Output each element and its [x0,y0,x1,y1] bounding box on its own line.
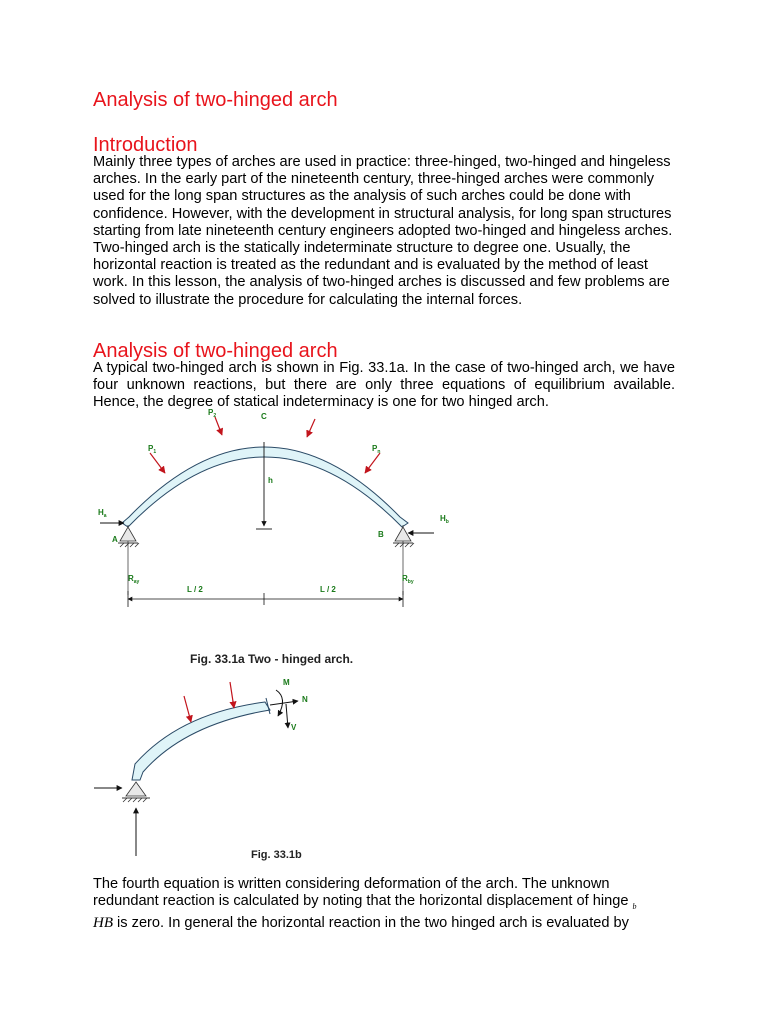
load-pn-arrow [365,453,380,473]
load-arrow-2 [230,682,234,708]
figure-1-caption: Fig. 33.1a Two - hinged arch. [190,652,354,666]
half-arch-body [132,702,270,780]
load-arrow-1 [184,696,191,722]
arch-body [122,447,408,527]
label-pn: $P_n$ [372,444,381,455]
label-b: B [378,530,384,539]
figure-two-hinged-arch [90,405,480,670]
label-m: M [283,678,290,687]
closing-line-2: redundant reaction is calculated by noting that the horizontal displacement of hinge $_b$ [93,893,637,912]
label-half-left: L / 2 [187,585,203,594]
label-n: N [302,695,308,704]
figure-free-body [90,668,480,868]
label-h: h [268,476,273,485]
label-ha: $H_a$ [98,508,107,519]
load-p2-arrow [215,417,222,435]
label-ra: $R_{ay}$ [128,574,140,585]
intro-heading: Introduction [93,134,198,156]
page-title: Analysis of two-hinged arch [93,89,338,111]
support-c [126,782,146,796]
normal-force-arrow [270,701,298,705]
closing-paragraph [93,876,675,933]
label-c: C [261,412,267,421]
label-p2: $P_2$ [208,408,217,419]
analysis-paragraph: A typical two-hinged arch is shown in Fig. 33.1a. In the case of two-hinged arch, we have four unknown reactions, but there are only three equations of equilibrium available. Hence, the degree of statical indeterminacy is one for two hinged arch. [93,360,675,411]
label-p1: $P_1$ [148,444,157,455]
label-rb: $R_{by}$ [402,574,414,585]
label-hb: $H_b$ [440,514,449,525]
label-a: A [112,535,118,544]
closing-line-1: The fourth equation is written considering deformation of the arch. The unknown [93,876,610,892]
shear-force-arrow [286,704,288,728]
load-mid-arrow [307,419,315,437]
analysis-heading: Analysis of two-hinged arch [93,340,338,362]
load-p1-arrow [150,453,165,473]
closing-line-3: HB is zero. In general the horizontal reaction in the two hinged arch is evaluated by [93,915,629,932]
label-v: V [291,723,297,732]
intro-paragraph: Mainly three types of arches are used in practice: three-hinged, two-hinged and hingeless arches. In the early part of the nineteenth century, three-hinged arches were commonly used for the long span structures as the analysis of such arches could be done with confidence. However, with the development in structural analysis, for long span structures starting from late nineteenth century engineers adopted two-hinged and hingeless arches. Two-hinged arch is the statically indeterminate structure to degree one. Usually, the horizontal reaction is treated as the redundant and is evaluated by the method of least work. In this lesson, the analysis of two-hinged arches is discussed and few problems are solved to illustrate the procedure for calculating the internal forces. [93,154,673,308]
figure-2-caption: Fig. 33.1b [251,849,302,861]
label-half-right: L / 2 [320,585,336,594]
